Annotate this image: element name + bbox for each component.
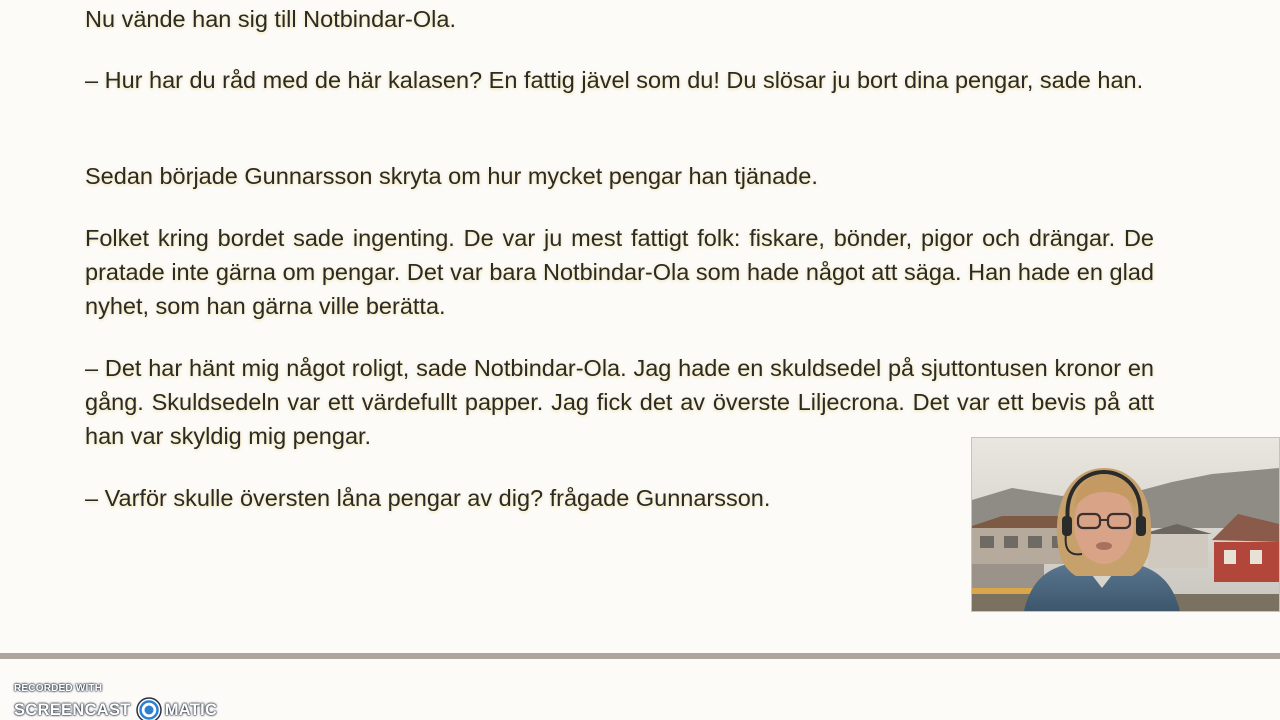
watermark-recorded-with: RECORDED WITH (14, 683, 103, 694)
watermark-brand-left: SCREENCAST (14, 700, 131, 719)
paragraph-6: – Varför skulle översten låna pengar av dig? frågade Gunnarsson. (85, 485, 771, 511)
paragraph-4: Folket kring bordet sade ingenting. De var ju mest fattigt folk: fiskare, bönder, pigor och drängar. De pratade inte gärna om pengar. Det var bara Notbindar-Ola som hade något att säga. Han hade en glad nyhet, som han gärna ville berätta. (85, 225, 1154, 319)
record-circle-icon (134, 697, 164, 720)
paragraph-5: – Det har hänt mig något roligt, sade Notbindar-Ola. Jag hade en skuldsedel på sjuttontusen kronor en gång. Skuldsedeln var ett värdefullt papper. Jag fick det av överste Liljecrona. Det var ett bevis på att han var skyldig mig pengar. (85, 355, 1154, 449)
paragraph-2: – Hur har du råd med de här kalasen? En fattig jävel som du! Du slösar ju bort dina pengar, sade han. (85, 67, 1144, 93)
paragraph-3: Sedan började Gunnarsson skryta om hur mycket pengar han tjänade. (85, 163, 818, 189)
webcam-video-frame (972, 438, 1279, 611)
watermark-brand (14, 697, 217, 720)
webcam-overlay (971, 437, 1280, 612)
paragraph-1: Nu vände han sig till Notbindar-Ola. (85, 6, 456, 32)
watermark-brand-right: MATIC (164, 700, 218, 719)
